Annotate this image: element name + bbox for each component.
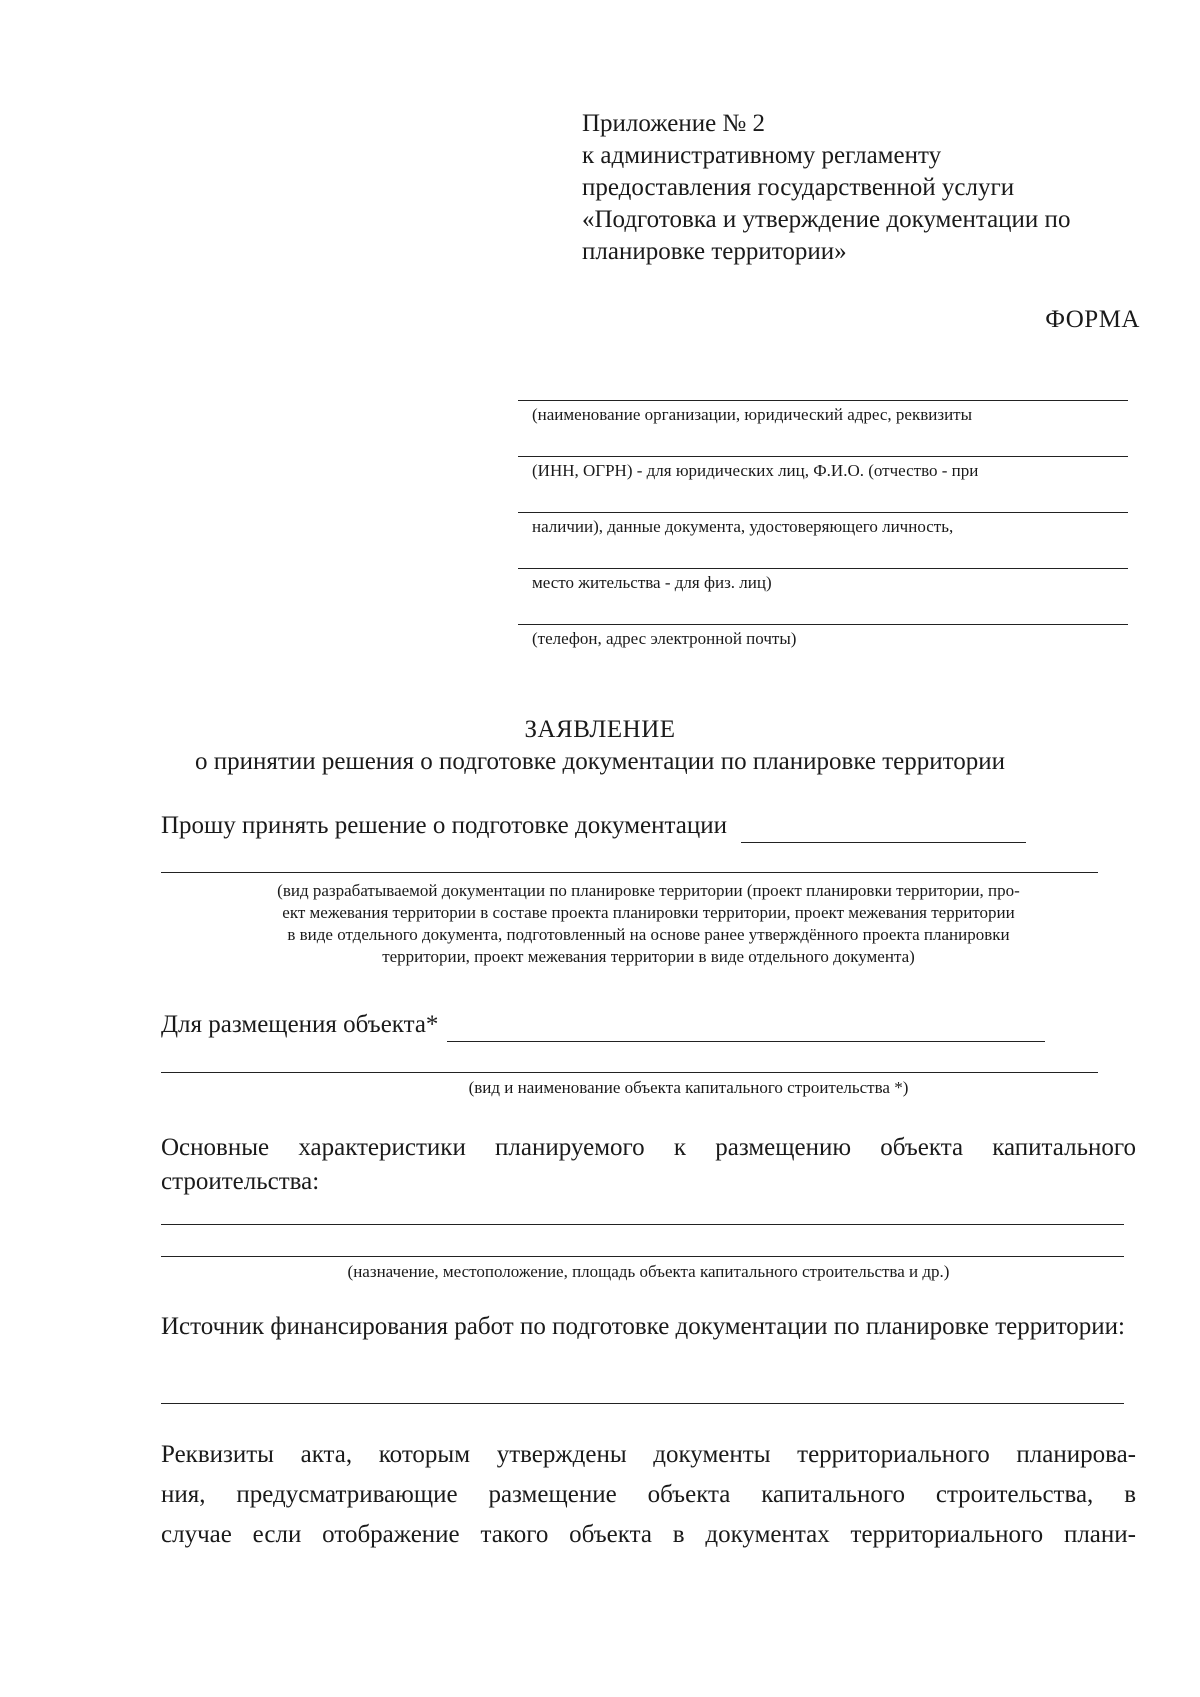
characteristics-field-line[interactable] bbox=[161, 1224, 1124, 1225]
caption-line: ект межевания территории в составе проекта планировки территории, проект межевания территории bbox=[282, 903, 1015, 922]
request-text: Прошу принять решение о подготовке документации bbox=[161, 812, 727, 839]
applicant-caption: место жительства - для физ. лиц) bbox=[532, 573, 772, 592]
applicant-caption: (ИНН, ОГРН) - для юридических лиц, Ф.И.О. (отчество - при bbox=[532, 461, 979, 480]
applicant-row bbox=[518, 492, 1128, 548]
applicant-field-line[interactable] bbox=[518, 512, 1128, 513]
document-title: ЗАЯВЛЕНИЕ bbox=[524, 716, 676, 743]
document-subtitle: о принятии решения о подготовке документации по планировке территории bbox=[195, 748, 1005, 775]
documentation-type-field-line[interactable] bbox=[161, 872, 1098, 873]
annex-line: планировке территории» bbox=[582, 238, 847, 265]
object-field-line[interactable] bbox=[161, 1072, 1098, 1073]
characteristics-field-line[interactable] bbox=[161, 1256, 1124, 1257]
requisites-line: Реквизиты акта, которым утверждены документы территориального планирова- bbox=[161, 1441, 1136, 1468]
annex-line: «Подготовка и утверждение документации по bbox=[582, 206, 1071, 233]
caption-line: территории, проект межевания территории в виде отдельного документа) bbox=[382, 947, 915, 966]
applicant-caption: (наименование организации, юридический адрес, реквизиты bbox=[532, 405, 973, 424]
applicant-caption: (телефон, адрес электронной почты) bbox=[532, 629, 797, 648]
finance-text: Источник финансирования работ по подготовке документации по планировке территории: bbox=[161, 1313, 1125, 1340]
object-line bbox=[161, 1008, 1045, 1042]
object-field[interactable] bbox=[447, 1015, 1045, 1042]
applicant-row bbox=[518, 380, 1128, 436]
characteristics-text: Основные характеристики планируемого к размещению объекта капитального строительства: bbox=[161, 1134, 1136, 1195]
requisites-line: случае если отображение такого объекта в документах территориального плани- bbox=[161, 1521, 1136, 1548]
applicant-caption: наличии), данные документа, удостоверяющего личность, bbox=[532, 517, 954, 536]
applicant-field-line[interactable] bbox=[518, 456, 1128, 457]
object-label: Для размещения объекта* bbox=[161, 1011, 439, 1038]
finance-field-line[interactable] bbox=[161, 1403, 1124, 1404]
applicant-field-line[interactable] bbox=[518, 568, 1128, 569]
caption-line: (вид разрабатываемой документации по планировке территории (проект планировки территории, про- bbox=[277, 881, 1020, 900]
applicant-row bbox=[518, 548, 1128, 604]
annex-line: к административному регламенту bbox=[582, 142, 942, 169]
annex-line: Приложение № 2 bbox=[582, 110, 766, 137]
applicant-field-line[interactable] bbox=[518, 624, 1128, 625]
documentation-type-field[interactable] bbox=[741, 816, 1026, 843]
annex-line: предоставления государственной услуги bbox=[582, 174, 1015, 201]
documentation-type-caption bbox=[161, 880, 1136, 968]
caption-line: в виде отдельного документа, подготовленный на основе ранее утверждённого проекта планировки bbox=[287, 925, 1010, 944]
form-label: ФОРМА bbox=[1045, 306, 1140, 333]
applicant-block bbox=[518, 380, 1128, 660]
applicant-field-line[interactable] bbox=[518, 400, 1128, 401]
applicant-row bbox=[518, 604, 1128, 660]
requisites-paragraph bbox=[161, 1438, 1136, 1558]
characteristics-caption: (назначение, местоположение, площадь объекта капитального строительства и др.) bbox=[347, 1262, 950, 1281]
applicant-row bbox=[518, 436, 1128, 492]
object-caption: (вид и наименование объекта капитального строительства *) bbox=[468, 1078, 909, 1097]
request-line bbox=[161, 809, 1101, 843]
requisites-line: ния, предусматривающие размещение объекта капитального строительства, в bbox=[161, 1481, 1136, 1508]
annex-header bbox=[582, 108, 1142, 268]
